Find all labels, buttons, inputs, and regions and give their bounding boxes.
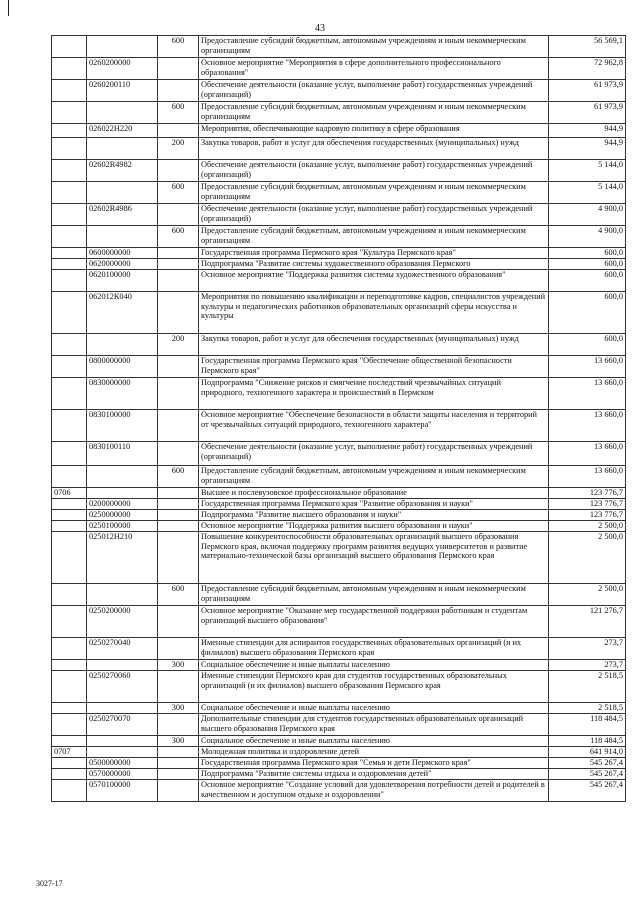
target-article-cell: 0830100000 bbox=[87, 410, 158, 442]
item-name-cell: Повышение конкурентоспособности образовательных организаций высшего образования Пермского края, включая поддержку программ развития ведущих университетов и развитие материально-технической базы организаций высшего образования Пермского края bbox=[199, 532, 549, 584]
section-code-cell bbox=[52, 736, 87, 747]
target-article-cell: 0830100110 bbox=[87, 442, 158, 466]
table-row bbox=[52, 124, 626, 138]
item-name-cell: Дополнительные стипендии для студентов государственных образовательных организаций высшего образования Пермского края bbox=[199, 714, 549, 736]
expense-type-cell: 300 bbox=[158, 660, 199, 671]
table-row bbox=[52, 532, 626, 584]
table-row bbox=[52, 499, 626, 510]
page-number: 43 bbox=[315, 23, 325, 34]
expense-type-cell bbox=[158, 532, 199, 584]
table-row bbox=[52, 488, 626, 499]
table-row bbox=[52, 769, 626, 780]
table-row bbox=[52, 160, 626, 182]
section-code-cell bbox=[52, 638, 87, 660]
target-article-cell bbox=[87, 488, 158, 499]
table-row bbox=[52, 671, 626, 703]
target-article-cell: 062012К040 bbox=[87, 292, 158, 334]
table-row bbox=[52, 606, 626, 638]
section-code-cell bbox=[52, 334, 87, 356]
item-name-cell: Государственная программа Пермского края "Развитие образования и науки" bbox=[199, 499, 549, 510]
item-name-cell: Государственная программа Пермского края "Обеспечение общественной безопасности Пермского края" bbox=[199, 356, 549, 378]
target-article-cell bbox=[87, 226, 158, 248]
target-article-cell bbox=[87, 584, 158, 606]
section-code-cell bbox=[52, 466, 87, 488]
section-code-cell: 0706 bbox=[52, 488, 87, 499]
expense-type-cell bbox=[158, 638, 199, 660]
target-article-cell: 02602R4982 bbox=[87, 160, 158, 182]
item-name-cell: Обеспечение деятельности (оказание услуг, выполнение работ) государственных учреждений (организаций) bbox=[199, 160, 549, 182]
amount-cell: 13 660,0 bbox=[549, 466, 626, 488]
expense-type-cell bbox=[158, 248, 199, 259]
table-row bbox=[52, 703, 626, 714]
target-article-cell: 02602R4986 bbox=[87, 204, 158, 226]
target-article-cell bbox=[87, 36, 158, 58]
target-article-cell: 025012Н210 bbox=[87, 532, 158, 584]
section-code-cell bbox=[52, 769, 87, 780]
amount-cell: 13 660,0 bbox=[549, 356, 626, 378]
target-article-cell: 0260200000 bbox=[87, 58, 158, 80]
table-row bbox=[52, 36, 626, 58]
amount-cell: 56 569,1 bbox=[549, 36, 626, 58]
section-code-cell bbox=[52, 80, 87, 102]
item-name-cell: Закупка товаров, работ и услуг для обеспечения государственных (муниципальных) нужд bbox=[199, 138, 549, 160]
amount-cell: 118 484,5 bbox=[549, 736, 626, 747]
section-code-cell bbox=[52, 36, 87, 58]
section-code-cell bbox=[52, 378, 87, 410]
amount-cell: 600,0 bbox=[549, 259, 626, 270]
expense-type-cell bbox=[158, 714, 199, 736]
page-edge-mark bbox=[8, 0, 9, 16]
item-name-cell: Основное мероприятие "Создание условий для удовлетворения потребности детей и родителей в качественном и доступном отдыхе и оздоровлении" bbox=[199, 780, 549, 802]
target-article-cell: 0250000000 bbox=[87, 510, 158, 521]
item-name-cell: Подпрограмма "Развитие высшего образования и науки" bbox=[199, 510, 549, 521]
table-row bbox=[52, 102, 626, 124]
section-code-cell bbox=[52, 510, 87, 521]
target-article-cell bbox=[87, 466, 158, 488]
table-row bbox=[52, 442, 626, 466]
amount-cell: 600,0 bbox=[549, 270, 626, 292]
amount-cell: 545 267,4 bbox=[549, 758, 626, 769]
section-code-cell bbox=[52, 102, 87, 124]
target-article-cell bbox=[87, 334, 158, 356]
table-row bbox=[52, 182, 626, 204]
table-row bbox=[52, 292, 626, 334]
item-name-cell: Предоставление субсидий бюджетным, автономным учреждениям и иным некоммерческим организациям bbox=[199, 226, 549, 248]
table-row bbox=[52, 780, 626, 802]
item-name-cell: Подпрограмма "Снижение рисков и смягчение последствий чрезвычайных ситуаций природного, техногенного характера и происшествий в Пермском bbox=[199, 378, 549, 410]
expense-type-cell bbox=[158, 442, 199, 466]
expense-type-cell bbox=[158, 780, 199, 802]
table-row bbox=[52, 334, 626, 356]
section-code-cell bbox=[52, 671, 87, 703]
expense-type-cell: 600 bbox=[158, 226, 199, 248]
section-code-cell bbox=[52, 758, 87, 769]
target-article-cell: 0250270070 bbox=[87, 714, 158, 736]
amount-cell: 273,7 bbox=[549, 638, 626, 660]
expense-type-cell bbox=[158, 521, 199, 532]
expense-type-cell: 600 bbox=[158, 466, 199, 488]
section-code-cell bbox=[52, 606, 87, 638]
item-name-cell: Социальное обеспечение и иные выплаты населению bbox=[199, 660, 549, 671]
item-name-cell: Социальное обеспечение и иные выплаты населению bbox=[199, 703, 549, 714]
target-article-cell: 0250100000 bbox=[87, 521, 158, 532]
target-article-cell: 0620000000 bbox=[87, 259, 158, 270]
table-row bbox=[52, 466, 626, 488]
item-name-cell: Подпрограмма "Развитие системы отдыха и оздоровления детей" bbox=[199, 769, 549, 780]
amount-cell: 600,0 bbox=[549, 292, 626, 334]
amount-cell: 13 660,0 bbox=[549, 410, 626, 442]
section-code-cell bbox=[52, 410, 87, 442]
target-article-cell: 0620100000 bbox=[87, 270, 158, 292]
item-name-cell: Предоставление субсидий бюджетным, автономным учреждениям и иным некоммерческим организациям bbox=[199, 584, 549, 606]
section-code-cell bbox=[52, 124, 87, 138]
section-code-cell bbox=[52, 521, 87, 532]
expense-type-cell bbox=[158, 378, 199, 410]
amount-cell: 944,9 bbox=[549, 124, 626, 138]
expense-type-cell bbox=[158, 204, 199, 226]
expense-type-cell bbox=[158, 671, 199, 703]
amount-cell: 118 484,5 bbox=[549, 714, 626, 736]
section-code-cell bbox=[52, 499, 87, 510]
amount-cell: 545 267,4 bbox=[549, 780, 626, 802]
amount-cell: 2 518,5 bbox=[549, 703, 626, 714]
target-article-cell: 0570100000 bbox=[87, 780, 158, 802]
item-name-cell: Предоставление субсидий бюджетным, автономным учреждениям и иным некоммерческим организациям bbox=[199, 182, 549, 204]
section-code-cell bbox=[52, 660, 87, 671]
item-name-cell: Основное мероприятие "Обеспечение безопасности в области защиты населения и территорий от чрезвычайных ситуаций природного, техногенного характера" bbox=[199, 410, 549, 442]
target-article-cell: 0250270060 bbox=[87, 671, 158, 703]
section-code-cell bbox=[52, 138, 87, 160]
expense-type-cell bbox=[158, 292, 199, 334]
footer-code: 3027-17 bbox=[36, 879, 63, 888]
section-code-cell bbox=[52, 292, 87, 334]
amount-cell: 273,7 bbox=[549, 660, 626, 671]
item-name-cell: Социальное обеспечение и иные выплаты населению bbox=[199, 736, 549, 747]
section-code-cell bbox=[52, 226, 87, 248]
expense-type-cell: 200 bbox=[158, 138, 199, 160]
expense-type-cell bbox=[158, 80, 199, 102]
section-code-cell bbox=[52, 58, 87, 80]
amount-cell: 5 144,0 bbox=[549, 182, 626, 204]
expense-type-cell bbox=[158, 124, 199, 138]
expense-type-cell bbox=[158, 356, 199, 378]
target-article-cell: 0500000000 bbox=[87, 758, 158, 769]
section-code-cell bbox=[52, 442, 87, 466]
item-name-cell: Обеспечение деятельности (оказание услуг, выполнение работ) государственных учреждений (организаций) bbox=[199, 80, 549, 102]
expense-type-cell: 600 bbox=[158, 102, 199, 124]
amount-cell: 13 660,0 bbox=[549, 442, 626, 466]
item-name-cell: Основное мероприятие "Поддержка развития системы художественного образования" bbox=[199, 270, 549, 292]
target-article-cell bbox=[87, 102, 158, 124]
amount-cell: 123 776,7 bbox=[549, 488, 626, 499]
amount-cell: 944,9 bbox=[549, 138, 626, 160]
item-name-cell: Основное мероприятие "Мероприятия в сфере дополнительного профессионального образования" bbox=[199, 58, 549, 80]
item-name-cell: Именные стипендии Пермского края для студентов государственных образовательных организаций (и их филиалов) высшего образования Пермского края bbox=[199, 671, 549, 703]
expense-type-cell: 300 bbox=[158, 703, 199, 714]
target-article-cell: 0600000000 bbox=[87, 248, 158, 259]
item-name-cell: Именные стипендии для аспирантов государственных образовательных организаций (и их филиалов) высшего образования Пермского края bbox=[199, 638, 549, 660]
amount-cell: 123 776,7 bbox=[549, 510, 626, 521]
section-code-cell bbox=[52, 714, 87, 736]
amount-cell: 2 500,0 bbox=[549, 584, 626, 606]
item-name-cell: Государственная программа Пермского края "Семья и дети Пермского края" bbox=[199, 758, 549, 769]
item-name-cell: Обеспечение деятельности (оказание услуг, выполнение работ) государственных учреждений (организаций) bbox=[199, 204, 549, 226]
item-name-cell: Основное мероприятие "Поддержка развития высшего образования и науки" bbox=[199, 521, 549, 532]
target-article-cell: 0570000000 bbox=[87, 769, 158, 780]
amount-cell: 4 900,0 bbox=[549, 204, 626, 226]
target-article-cell bbox=[87, 138, 158, 160]
expense-type-cell bbox=[158, 259, 199, 270]
amount-cell: 61 973,9 bbox=[549, 102, 626, 124]
budget-table bbox=[51, 35, 626, 802]
table-row bbox=[52, 58, 626, 80]
section-code-cell: 0707 bbox=[52, 747, 87, 758]
item-name-cell: Подпрограмма "Развитие системы художественного образования Пермского bbox=[199, 259, 549, 270]
amount-cell: 13 660,0 bbox=[549, 378, 626, 410]
item-name-cell: Предоставление субсидий бюджетным, автономным учреждениям и иным некоммерческим организациям bbox=[199, 36, 549, 58]
item-name-cell: Мероприятия, обеспечивающие кадровую политику в сфере образования bbox=[199, 124, 549, 138]
expense-type-cell bbox=[158, 160, 199, 182]
expense-type-cell bbox=[158, 758, 199, 769]
item-name-cell: Закупка товаров, работ и услуг для обеспечения государственных (муниципальных) нужд bbox=[199, 334, 549, 356]
amount-cell: 600,0 bbox=[549, 248, 626, 259]
table-row bbox=[52, 510, 626, 521]
expense-type-cell bbox=[158, 510, 199, 521]
target-article-cell bbox=[87, 703, 158, 714]
expense-type-cell bbox=[158, 499, 199, 510]
target-article-cell: 0250270040 bbox=[87, 638, 158, 660]
section-code-cell bbox=[52, 780, 87, 802]
expense-type-cell bbox=[158, 488, 199, 499]
table-row bbox=[52, 80, 626, 102]
amount-cell: 4 900,0 bbox=[549, 226, 626, 248]
section-code-cell bbox=[52, 182, 87, 204]
table-row bbox=[52, 714, 626, 736]
amount-cell: 61 973,9 bbox=[549, 80, 626, 102]
table-row bbox=[52, 410, 626, 442]
item-name-cell: Основное мероприятие "Оказание мер государственной поддержки работникам и студентам организаций высшего образования" bbox=[199, 606, 549, 638]
table-row bbox=[52, 638, 626, 660]
section-code-cell bbox=[52, 204, 87, 226]
amount-cell: 600,0 bbox=[549, 334, 626, 356]
section-code-cell bbox=[52, 584, 87, 606]
item-name-cell: Молодежная политика и оздоровление детей bbox=[199, 747, 549, 758]
expense-type-cell bbox=[158, 606, 199, 638]
section-code-cell bbox=[52, 259, 87, 270]
amount-cell: 641 914,0 bbox=[549, 747, 626, 758]
expense-type-cell bbox=[158, 58, 199, 80]
section-code-cell bbox=[52, 703, 87, 714]
item-name-cell: Высшее и послевузовское профессиональное образование bbox=[199, 488, 549, 499]
amount-cell: 5 144,0 bbox=[549, 160, 626, 182]
item-name-cell: Мероприятия по повышению квалификации и переподготовке кадров, специалистов учреждений культуры и педагогических работников образовательных организаций сферы искусства и культуры bbox=[199, 292, 549, 334]
table-row bbox=[52, 270, 626, 292]
expense-type-cell: 600 bbox=[158, 36, 199, 58]
expense-type-cell bbox=[158, 747, 199, 758]
amount-cell: 123 776,7 bbox=[549, 499, 626, 510]
expense-type-cell: 200 bbox=[158, 334, 199, 356]
target-article-cell: 0260200110 bbox=[87, 80, 158, 102]
section-code-cell bbox=[52, 160, 87, 182]
target-article-cell: 026022Н220 bbox=[87, 124, 158, 138]
item-name-cell: Предоставление субсидий бюджетным, автономным учреждениям и иным некоммерческим организациям bbox=[199, 466, 549, 488]
target-article-cell bbox=[87, 182, 158, 204]
expense-type-cell: 300 bbox=[158, 736, 199, 747]
target-article-cell: 0830000000 bbox=[87, 378, 158, 410]
section-code-cell bbox=[52, 356, 87, 378]
expense-type-cell: 600 bbox=[158, 584, 199, 606]
target-article-cell bbox=[87, 747, 158, 758]
table-row bbox=[52, 356, 626, 378]
table-row bbox=[52, 747, 626, 758]
table-row bbox=[52, 259, 626, 270]
item-name-cell: Государственная программа Пермского края "Культура Пермского края" bbox=[199, 248, 549, 259]
section-code-cell bbox=[52, 248, 87, 259]
target-article-cell bbox=[87, 660, 158, 671]
expense-type-cell bbox=[158, 769, 199, 780]
target-article-cell bbox=[87, 736, 158, 747]
section-code-cell bbox=[52, 270, 87, 292]
section-code-cell bbox=[52, 532, 87, 584]
amount-cell: 72 962,8 bbox=[549, 58, 626, 80]
table-row bbox=[52, 204, 626, 226]
expense-type-cell bbox=[158, 410, 199, 442]
expense-type-cell bbox=[158, 270, 199, 292]
table-row bbox=[52, 226, 626, 248]
table-row bbox=[52, 758, 626, 769]
item-name-cell: Обеспечение деятельности (оказание услуг, выполнение работ) государственных учреждений (организаций) bbox=[199, 442, 549, 466]
amount-cell: 121 276,7 bbox=[549, 606, 626, 638]
table-row bbox=[52, 248, 626, 259]
table-row bbox=[52, 660, 626, 671]
expense-type-cell: 600 bbox=[158, 182, 199, 204]
amount-cell: 2 500,0 bbox=[549, 521, 626, 532]
target-article-cell: 0800000000 bbox=[87, 356, 158, 378]
table-row bbox=[52, 736, 626, 747]
target-article-cell: 0200000000 bbox=[87, 499, 158, 510]
table-row bbox=[52, 521, 626, 532]
amount-cell: 2 500,0 bbox=[549, 532, 626, 584]
amount-cell: 2 518,5 bbox=[549, 671, 626, 703]
table-row bbox=[52, 584, 626, 606]
target-article-cell: 0250200000 bbox=[87, 606, 158, 638]
item-name-cell: Предоставление субсидий бюджетным, автономным учреждениям и иным некоммерческим организациям bbox=[199, 102, 549, 124]
table-row bbox=[52, 378, 626, 410]
table-row bbox=[52, 138, 626, 160]
amount-cell: 545 267,4 bbox=[549, 769, 626, 780]
